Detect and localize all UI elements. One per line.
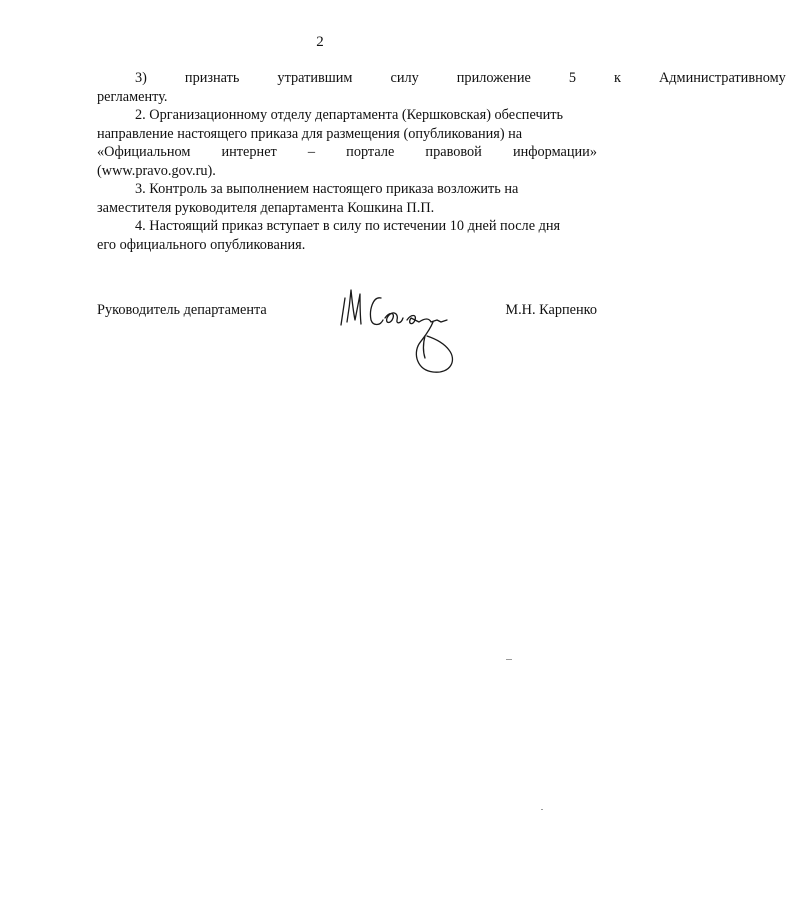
word: «Официальном bbox=[97, 144, 191, 160]
item-4-line-2: его официального опубликования. bbox=[97, 236, 306, 253]
word: 5 bbox=[568, 70, 576, 86]
word: Административному bbox=[658, 70, 786, 86]
signatory-role: Руководитель департамента bbox=[97, 302, 267, 318]
order-body bbox=[97, 69, 786, 254]
item-2-line-2: направление настоящего приказа для размещения (опубликования) на bbox=[97, 125, 523, 142]
word: портале bbox=[346, 144, 395, 160]
word: к bbox=[613, 70, 621, 86]
handwritten-signature bbox=[333, 280, 473, 380]
word: – bbox=[307, 144, 316, 160]
word: 3) bbox=[135, 70, 147, 86]
item-4-line-1: 4. Настоящий приказ вступает в силу по истечении 10 дней после дня bbox=[135, 218, 561, 234]
item-2-line-1: 2. Организационному отделу департамента (Кершковская) обеспечить bbox=[135, 107, 564, 123]
item-2-line-3 bbox=[97, 143, 597, 162]
speck bbox=[541, 809, 543, 810]
word: приложение bbox=[456, 70, 531, 86]
signatory-name: М.Н. Карпенко bbox=[505, 302, 597, 318]
word: силу bbox=[390, 70, 419, 86]
page-number: 2 bbox=[316, 34, 324, 50]
speck bbox=[506, 659, 512, 660]
word: информации» bbox=[512, 144, 597, 160]
item-3-line-2: регламенту. bbox=[97, 88, 168, 105]
item-3b-line-2: заместителя руководителя департамента Кошкина П.П. bbox=[97, 199, 435, 216]
item-3-line-1 bbox=[97, 69, 786, 88]
word: интернет bbox=[221, 144, 277, 160]
item-2-line-4: (www.pravo.gov.ru). bbox=[97, 162, 216, 179]
word: правовой bbox=[425, 144, 482, 160]
word: утратившим bbox=[277, 70, 353, 86]
word: признать bbox=[184, 70, 240, 86]
item-3b-line-1: 3. Контроль за выполнением настоящего приказа возложить на bbox=[135, 181, 519, 197]
